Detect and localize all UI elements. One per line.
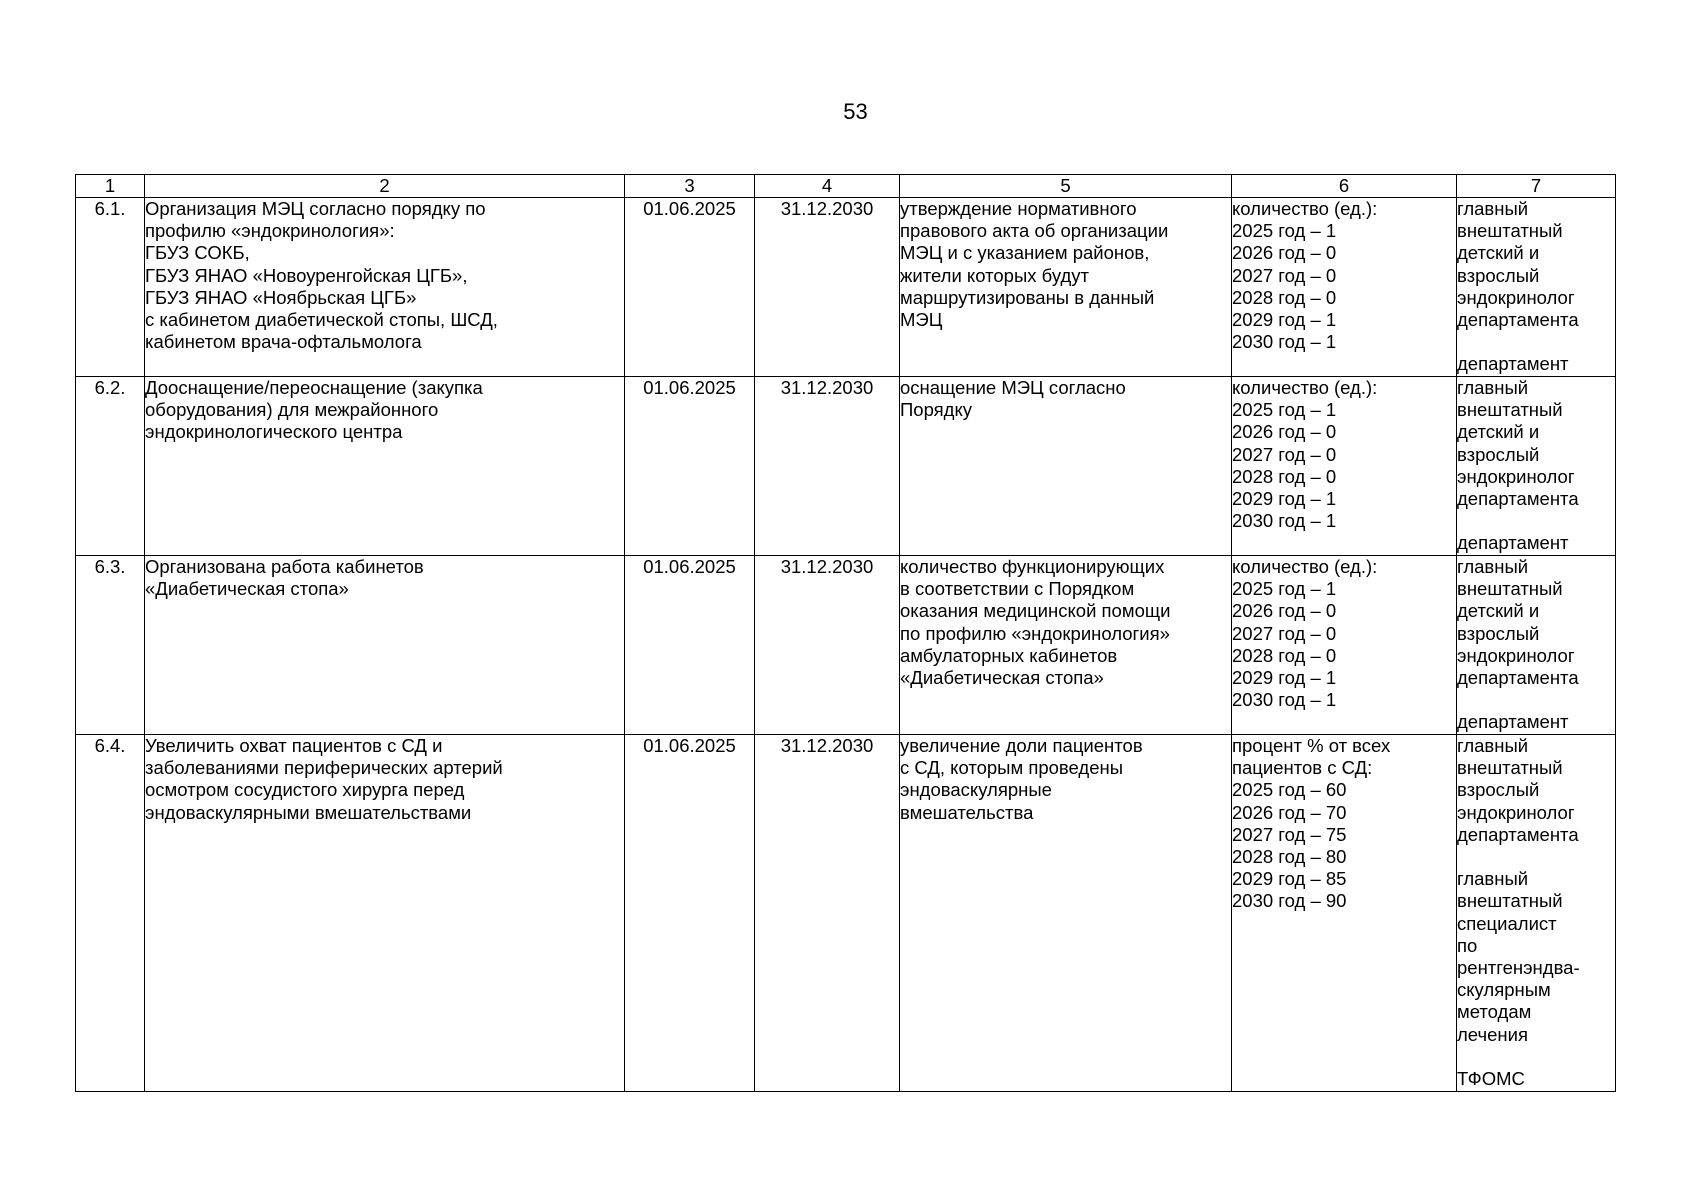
- responsible-line: по: [1457, 934, 1478, 956]
- measure-name-cell: [145, 198, 625, 377]
- responsible-cell: [1457, 556, 1616, 735]
- responsible-line: рентгенэндва-: [1457, 957, 1580, 979]
- indicator-line: 2030 год – 1: [1232, 689, 1337, 711]
- result-line: увеличение доли пациентов: [900, 735, 1143, 756]
- responsible-line: детский и: [1457, 242, 1540, 264]
- plan-table: [75, 174, 1616, 1092]
- indicator-line: пациентов с СД:: [1232, 757, 1373, 779]
- responsible-line: эндокринолог: [1457, 801, 1575, 823]
- result-line: утверждение нормативного: [900, 198, 1137, 219]
- responsible-line: внештатный: [1457, 399, 1563, 421]
- indicator-line: 2030 год – 1: [1232, 331, 1337, 353]
- responsible-line: методам: [1457, 1001, 1532, 1023]
- start-date-cell: [625, 735, 755, 1092]
- responsible-line: внештатный: [1457, 757, 1563, 779]
- row-number: 6.1.: [94, 198, 126, 219]
- measure-name-line: с кабинетом диабетической стопы, ШСД,: [145, 309, 498, 331]
- indicator-line: 2028 год – 0: [1232, 286, 1337, 308]
- responsible-line: внештатный: [1457, 220, 1563, 242]
- responsible-line: департамента: [1457, 667, 1579, 689]
- indicator-line: 2030 год – 90: [1232, 890, 1347, 912]
- responsible-line: детский и: [1457, 600, 1540, 622]
- result-line: Порядку: [900, 399, 973, 421]
- result-cell: [900, 377, 1232, 556]
- responsible-line: взрослый: [1457, 622, 1540, 644]
- indicator-line: 2026 год – 0: [1232, 600, 1337, 622]
- header-row: [76, 175, 1616, 198]
- result-line: оснащение МЭЦ согласно: [900, 377, 1126, 398]
- indicator-line: 2027 год – 0: [1232, 443, 1337, 465]
- responsible-line: департамент: [1457, 532, 1569, 554]
- indicator-line: 2027 год – 0: [1232, 622, 1337, 644]
- indicator-cell: [1232, 198, 1457, 377]
- column-header-1: 1: [76, 175, 145, 198]
- responsible-line: взрослый: [1457, 443, 1540, 465]
- indicator-line: процент % от всех: [1232, 735, 1391, 756]
- measure-name-line: Организована работа кабинетов: [145, 556, 424, 577]
- end-date-cell: [755, 198, 900, 377]
- indicator-line: 2029 год – 1: [1232, 309, 1337, 331]
- measure-name-line: эндокринологического центра: [145, 421, 403, 443]
- measure-name-line: ГБУЗ ЯНАО «Новоуренгойская ЦГБ»,: [145, 264, 468, 286]
- start-date-cell: [625, 377, 755, 556]
- table-row: [76, 556, 1616, 735]
- column-header-5: 5: [900, 175, 1232, 198]
- indicator-cell: [1232, 556, 1457, 735]
- start-date: 01.06.2025: [643, 735, 736, 756]
- result-line: в соответствии с Порядком: [900, 578, 1135, 600]
- responsible-line: эндокринолог: [1457, 465, 1575, 487]
- result-cell: [900, 556, 1232, 735]
- responsible-line: взрослый: [1457, 264, 1540, 286]
- column-header-4: 4: [755, 175, 900, 198]
- indicator-line: количество (ед.):: [1232, 377, 1378, 398]
- indicator-cell: [1232, 377, 1457, 556]
- end-date: 31.12.2030: [780, 198, 874, 219]
- table-row: [76, 377, 1616, 556]
- indicator-line: 2027 год – 0: [1232, 264, 1337, 286]
- result-line: по профилю «эндокринология»: [900, 622, 1170, 644]
- responsible-cell: [1457, 198, 1616, 377]
- indicator-line: 2026 год – 0: [1232, 242, 1337, 264]
- start-date-cell: [625, 556, 755, 735]
- indicator-line: 2029 год – 1: [1232, 667, 1337, 689]
- indicator-line: 2029 год – 85: [1232, 868, 1347, 890]
- responsible-line: эндокринолог: [1457, 286, 1575, 308]
- indicator-line: 2028 год – 80: [1232, 846, 1347, 868]
- measure-name-line: Дооснащение/переоснащение (закупка: [145, 377, 483, 398]
- measure-name-line: эндоваскулярными вмешательствами: [145, 801, 472, 823]
- indicator-line: 2028 год – 0: [1232, 465, 1337, 487]
- end-date: 31.12.2030: [780, 556, 874, 577]
- row-number-cell: [76, 198, 145, 377]
- responsible-cell: [1457, 735, 1616, 1092]
- start-date: 01.06.2025: [643, 377, 736, 398]
- row-number: 6.2.: [94, 377, 126, 398]
- column-header-2: 2: [145, 175, 625, 198]
- indicator-line: 2025 год – 1: [1232, 399, 1337, 421]
- line-gap: [1457, 689, 1615, 711]
- result-line: вмешательства: [900, 801, 1034, 823]
- end-date-cell: [755, 735, 900, 1092]
- responsible-line: департамент: [1457, 353, 1569, 375]
- start-date: 01.06.2025: [643, 198, 736, 219]
- result-line: правового акта об организации: [900, 220, 1169, 242]
- indicator-line: количество (ед.):: [1232, 556, 1378, 577]
- indicator-line: 2025 год – 1: [1232, 578, 1337, 600]
- responsible-line: лечения: [1457, 1023, 1528, 1045]
- measure-name-line: оборудования) для межрайонного: [145, 399, 439, 421]
- line-gap: [1457, 331, 1615, 353]
- row-number: 6.3.: [94, 556, 126, 577]
- indicator-line: 2027 год – 75: [1232, 823, 1347, 845]
- responsible-line: скулярным: [1457, 979, 1551, 1001]
- indicator-line: 2030 год – 1: [1232, 510, 1337, 532]
- measure-name-line: «Диабетическая стопа»: [145, 578, 349, 600]
- result-line: «Диабетическая стопа»: [900, 667, 1104, 689]
- measure-name-line: Организация МЭЦ согласно порядку по: [145, 198, 486, 219]
- responsible-line: департамента: [1457, 309, 1579, 331]
- responsible-cell: [1457, 377, 1616, 556]
- start-date-cell: [625, 198, 755, 377]
- responsible-line: внештатный: [1457, 890, 1563, 912]
- measure-name-line: ГБУЗ ЯНАО «Ноябрьская ЦГБ»: [145, 286, 417, 308]
- responsible-line: детский и: [1457, 421, 1540, 443]
- column-header-6: 6: [1232, 175, 1457, 198]
- table-row: [76, 198, 1616, 377]
- indicator-line: 2025 год – 1: [1232, 220, 1337, 242]
- result-line: жители которых будут: [900, 264, 1089, 286]
- responsible-line: главный: [1457, 198, 1529, 219]
- responsible-line: эндокринолог: [1457, 644, 1575, 666]
- line-gap: [1457, 1046, 1615, 1068]
- measure-name-line: Увеличить охват пациентов с СД и: [145, 735, 443, 756]
- measure-name-line: ГБУЗ СОКБ,: [145, 242, 250, 264]
- end-date-cell: [755, 556, 900, 735]
- measure-name-line: осмотром сосудистого хирурга перед: [145, 779, 465, 801]
- responsible-line: департамента: [1457, 488, 1579, 510]
- row-number-cell: [76, 556, 145, 735]
- result-line: оказания медицинской помощи: [900, 600, 1171, 622]
- responsible-line: главный: [1457, 377, 1529, 398]
- indicator-line: 2026 год – 0: [1232, 421, 1337, 443]
- result-cell: [900, 198, 1232, 377]
- responsible-line: специалист: [1457, 912, 1557, 934]
- end-date: 31.12.2030: [780, 377, 874, 398]
- row-number: 6.4.: [94, 735, 126, 756]
- result-line: МЭЦ и с указанием районов,: [900, 242, 1150, 264]
- result-line: с СД, которым проведены: [900, 757, 1124, 779]
- measure-name-cell: [145, 735, 625, 1092]
- line-gap: [1457, 510, 1615, 532]
- result-line: эндоваскулярные: [900, 779, 1052, 801]
- end-date: 31.12.2030: [780, 735, 874, 756]
- measure-name-cell: [145, 377, 625, 556]
- responsible-line: взрослый: [1457, 779, 1540, 801]
- responsible-line: ТФОМС: [1457, 1068, 1525, 1090]
- row-number-cell: [76, 377, 145, 556]
- responsible-line: главный: [1457, 735, 1529, 756]
- result-line: амбулаторных кабинетов: [900, 644, 1118, 666]
- indicator-line: количество (ед.):: [1232, 198, 1378, 219]
- line-gap: [1457, 846, 1615, 868]
- start-date: 01.06.2025: [643, 556, 736, 577]
- result-line: количество функционирующих: [900, 556, 1165, 577]
- result-cell: [900, 735, 1232, 1092]
- page-number: 53: [843, 99, 868, 124]
- table-row: [76, 735, 1616, 1092]
- responsible-line: внештатный: [1457, 578, 1563, 600]
- responsible-line: департамент: [1457, 711, 1569, 733]
- indicator-line: 2028 год – 0: [1232, 644, 1337, 666]
- indicator-cell: [1232, 735, 1457, 1092]
- row-number-cell: [76, 735, 145, 1092]
- measure-name-line: профилю «эндокринология»:: [145, 220, 395, 242]
- result-line: маршрутизированы в данный: [900, 286, 1155, 308]
- indicator-line: 2026 год – 70: [1232, 801, 1347, 823]
- end-date-cell: [755, 377, 900, 556]
- result-line: МЭЦ: [900, 309, 943, 331]
- measure-name-line: кабинетом врача-офтальмолога: [145, 331, 422, 353]
- measure-name-cell: [145, 556, 625, 735]
- indicator-line: 2025 год – 60: [1232, 779, 1347, 801]
- responsible-line: департамента: [1457, 823, 1579, 845]
- column-header-7: 7: [1457, 175, 1616, 198]
- responsible-line: главный: [1457, 556, 1529, 577]
- indicator-line: 2029 год – 1: [1232, 488, 1337, 510]
- responsible-line: главный: [1457, 868, 1529, 890]
- measure-name-line: заболеваниями периферических артерий: [145, 757, 503, 779]
- column-header-3: 3: [625, 175, 755, 198]
